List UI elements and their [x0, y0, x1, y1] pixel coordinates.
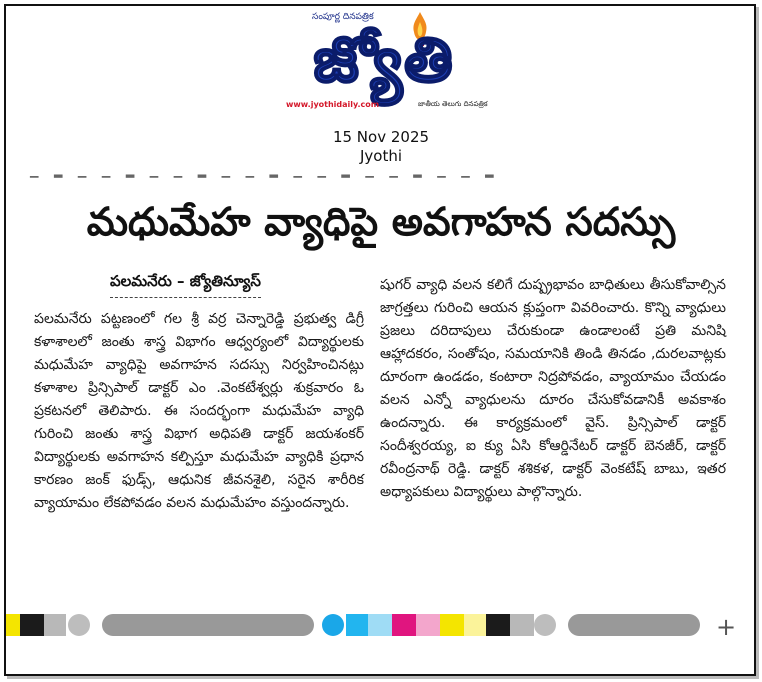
dateline	[0, 128, 762, 166]
color-swatch-gray-2	[510, 614, 534, 636]
gray-bar-right	[568, 614, 700, 636]
registration-dot-cyan	[322, 614, 344, 636]
color-swatch-pink	[416, 614, 440, 636]
registration-cross-icon: +	[716, 613, 737, 641]
cut-edge-text-fragment: ▁ ▂ ▁ ▁ ▂ ▁ ▁ ▂ ▁ ▁ ▂ ▁ ▁ ▂ ▁ ▁ ▂ ▁ ▁ ▂	[30, 165, 500, 178]
gray-bar-left	[102, 614, 314, 636]
article-headline: మధుమేహ వ్యాధిపై అవగాహన సదస్సు	[86, 200, 676, 245]
publication-name: Jyothi	[359, 147, 403, 165]
color-swatch-magenta	[392, 614, 416, 636]
color-swatch-black	[20, 614, 44, 636]
color-swatch-cyan	[346, 614, 368, 636]
registration-dot	[68, 614, 90, 636]
masthead-subtagline: జాతీయ తెలుగు దినపత్రిక	[418, 100, 488, 108]
color-swatch-light-yellow	[464, 614, 486, 636]
color-swatch-yellow	[6, 614, 20, 636]
article-byline: పలమనేరు – జ్యోతిన్యూస్	[110, 272, 261, 298]
masthead-logo: జ్యోతి	[313, 23, 455, 96]
masthead-tagline: సంపూర్ణ దినపత్రిక	[312, 12, 374, 22]
masthead-url: www.jyothidaily.com	[286, 100, 380, 109]
color-swatch-gray	[44, 614, 66, 636]
article-body-left: పలమనేరు పట్టణంలో గల శ్రీ వర్ర చెన్నారెడ్డి ప్రభుత్వ డిగ్రీ కళాశాలలో జంతు శాస్త్ర విభాగం ఆధ్వర్యంలో విద్యార్థులకు మధుమేహ వ్యాధిపై అవగాహన సదస్సు నిర్వహించినట్లు కళాశాల ప్రిన్సిపాల్ డాక్టర్ ఎం .వెంకటేశ్వర్లు శుక్రవారం ఓ ప్రకటనలో తెలిపారు. ఈ సందర్భంగా మధుమేహ వ్యాధి గురించి జంతు శాస్త్ర విభాగ అధిపతి డాక్టర్ జయశంకర్ విద్యార్థులకు అవగాహన కల్పిస్తూ మధుమేహ వ్యాధికి ప్రధాన కారణం జంక్ ఫుడ్స్, ఆధునిక జీవనశైలి, సరైన శారీరిక వ్యాయామం లేకపోవడం వలన మధుమేహం వస్తుందన్నారు.	[34, 311, 364, 511]
publication-date: 15 Nov 2025	[332, 128, 430, 146]
registration-dot-2	[534, 614, 556, 636]
color-swatch-light-cyan	[368, 614, 392, 636]
color-swatch-black-2	[486, 614, 510, 636]
article-body-right: షుగర్ వ్యాధి వలన కలిగే దుష్ప్రభావం బాధితులు తీసుకోవాల్సిన జాగ్రత్తలు గురించి ఆయన క్లుప్తంగా వివరించారు. కొన్ని వ్యాధులు ప్రజలు దరిదాపులు చేరుకుండా ఉండాలంటే ప్రతి మనిషి ఆహ్లాదకరం, సంతోషం, సమయానికి తిండి తినడం ,దురలవాట్లకు దూరంగా ఉండడం, కంటారా నిద్రపోవడం, వ్యాయామం చేయడం వలన ఎన్నో వ్యాధులను దూరం చేసుకోవడానికీ అవకాశం ఉందన్నారు. ఈ కార్యక్రమంలో వైస్. ప్రిన్సిపాల్ డాక్టర్ సందీశ్వరయ్య, ఐ క్యు ఏసి కోఆర్డినేటర్ డాక్టర్ బెనజీర్, డాక్టర్ రవీంద్రనాథ్ రెడ్డి. డాక్టర్ శశికళ, డాక్టర్ వెంకటేష్ బాబు, ఇతర అధ్యాపకులు విద్యార్థులు పాల్గొన్నారు.	[380, 277, 726, 500]
masthead	[268, 12, 500, 120]
color-swatch-yellow-2	[440, 614, 464, 636]
